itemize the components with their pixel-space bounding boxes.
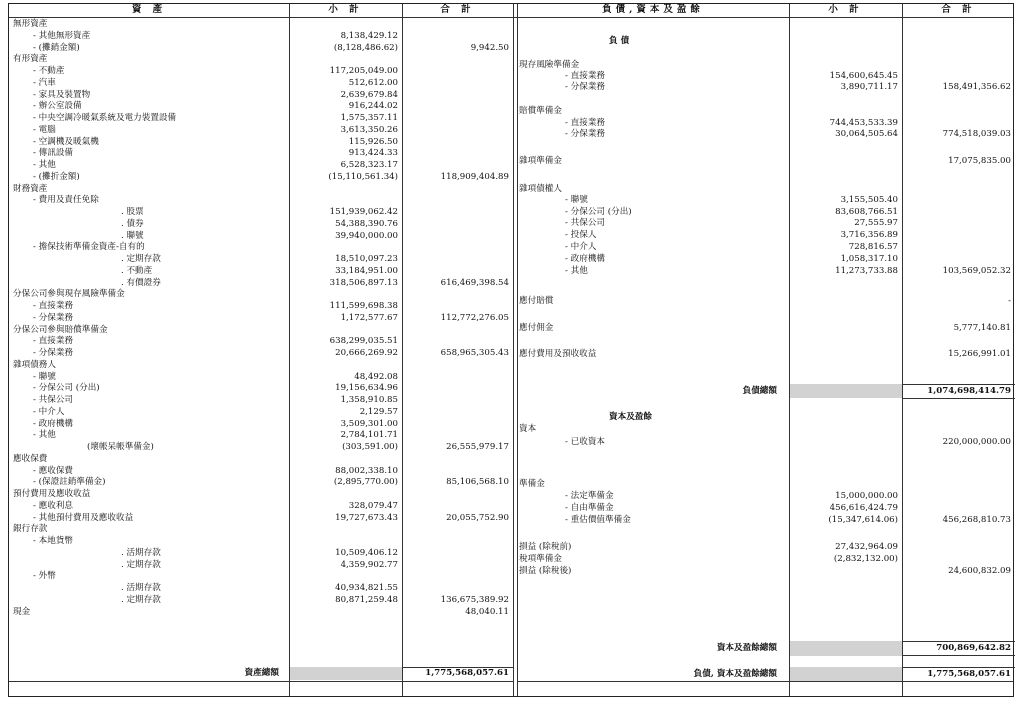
asset-row xyxy=(9,383,513,394)
asset-label: . 有價證券 xyxy=(121,277,161,288)
liability-row xyxy=(9,479,1015,490)
total-rule xyxy=(902,655,1015,656)
asset-subtotal: 39,940,000.00 xyxy=(335,230,398,241)
asset-total: 9,942.50 xyxy=(470,42,509,53)
asset-subtotal: (2,895,770.00) xyxy=(333,477,398,488)
asset-label: - 分保公司 (分出) xyxy=(33,383,100,394)
asset-row xyxy=(9,466,513,477)
asset-label: - (保證註銷準備金) xyxy=(33,477,106,488)
asset-subtotal: 3,613,350.26 xyxy=(340,124,398,135)
liability-total: - xyxy=(1008,296,1011,306)
liability-label: - 聯號 xyxy=(565,195,588,205)
asset-subtotal: (15,110,561.34) xyxy=(328,171,398,182)
asset-label: 預付費用及應收收益 xyxy=(13,489,91,499)
asset-label: - 不動產 xyxy=(33,66,65,76)
liability-subtotal: 30,064,505.64 xyxy=(835,129,898,139)
liability-total: 220,000,000.00 xyxy=(942,437,1011,447)
asset-subtotal: 115,926.50 xyxy=(348,136,398,147)
shaded-cell xyxy=(790,384,902,398)
liability-label: - 法定準備金 xyxy=(565,491,614,501)
liability-row xyxy=(9,424,1015,435)
asset-row xyxy=(9,607,513,618)
asset-label: - 其他 xyxy=(33,160,56,170)
asset-total: 118,909,404.89 xyxy=(440,171,509,182)
asset-subtotal: 2,784,101.71 xyxy=(340,430,398,441)
asset-label: - (攤折金額) xyxy=(33,171,80,182)
liability-total: 158,491,356.62 xyxy=(942,82,1011,92)
liability-label: - 自由準備金 xyxy=(565,503,614,513)
liability-subtotal: 27,555.97 xyxy=(854,218,898,228)
bottom-rule xyxy=(9,681,513,682)
grand-total-value: 1,775,568,057.61 xyxy=(927,669,1011,679)
asset-label: . 股票 xyxy=(121,207,144,217)
asset-label: 雜項債務人 xyxy=(13,359,56,370)
liability-row xyxy=(9,129,1015,140)
asset-label: - 傳訊設備 xyxy=(33,148,74,159)
liability-label: - 分保公司 (分出) xyxy=(565,207,632,217)
asset-subtotal: 638,299,035.51 xyxy=(329,336,398,347)
liability-row xyxy=(9,82,1015,93)
header-assets: 資 產 xyxy=(131,4,167,15)
asset-label: 應收保費 xyxy=(13,453,48,464)
asset-subtotal: 512,612.00 xyxy=(348,77,398,88)
asset-label: (壞帳呆帳準備金) xyxy=(87,442,154,452)
asset-label: - 分保業務 xyxy=(33,312,74,323)
asset-label: - 擔保技術準備金資產-自有的 xyxy=(33,242,145,253)
asset-subtotal: 1,575,357.11 xyxy=(340,113,398,123)
liability-row xyxy=(9,156,1015,167)
liability-label: 準備金 xyxy=(519,479,545,489)
liability-row xyxy=(9,296,1015,307)
liability-row xyxy=(9,36,1015,47)
asset-label: - 中介人 xyxy=(33,406,65,417)
asset-row xyxy=(9,336,513,347)
liability-label: - 中介人 xyxy=(565,242,597,252)
asset-total: 20,055,752.90 xyxy=(446,512,509,523)
asset-subtotal: 19,156,634.96 xyxy=(335,383,398,394)
liability-label: 資本 xyxy=(519,424,537,434)
liability-label: - 共保公司 xyxy=(565,218,606,228)
liability-label: 損益 (除稅前) xyxy=(519,542,572,552)
assets-total-value: 1,775,568,057.61 xyxy=(425,668,509,678)
liability-row xyxy=(9,230,1015,241)
asset-label: - 電腦 xyxy=(33,124,56,135)
asset-label: . 債券 xyxy=(121,218,144,229)
liability-row xyxy=(9,349,1015,360)
asset-label: . 聯號 xyxy=(121,230,144,241)
header-rule xyxy=(9,17,1013,18)
liability-subtotal: (2,832,132.00) xyxy=(833,554,898,564)
liability-row xyxy=(9,266,1015,277)
asset-label: - 汽車 xyxy=(33,77,56,88)
header-total-left: 合 計 xyxy=(440,4,475,15)
liability-label: - 政府機構 xyxy=(565,254,606,264)
asset-subtotal: 151,939,062.42 xyxy=(329,207,398,217)
asset-label: . 定期存款 xyxy=(121,594,161,605)
liability-label: - 重估價值準備金 xyxy=(565,515,631,525)
asset-label: 財務資產 xyxy=(13,183,48,194)
liability-row xyxy=(9,542,1015,553)
liability-total: 5,777,140.81 xyxy=(953,323,1011,333)
assets-total-label: 資產總額 xyxy=(244,668,279,678)
asset-label: . 活期存款 xyxy=(121,547,161,558)
asset-label: 分保公司參與現存風險準備金 xyxy=(13,289,125,300)
liability-label: 雜項債權人 xyxy=(519,184,562,194)
asset-label: 銀行存款 xyxy=(13,524,48,535)
liability-label: - 投保人 xyxy=(565,230,597,240)
asset-row xyxy=(9,372,513,383)
liability-total: 103,569,052.32 xyxy=(942,266,1011,276)
asset-row xyxy=(9,454,513,465)
asset-subtotal: 2,639,679.84 xyxy=(340,89,398,100)
asset-subtotal: 328,079.47 xyxy=(348,500,398,511)
asset-label: - 直接業務 xyxy=(33,301,74,311)
shaded-cell xyxy=(790,667,902,681)
total-rule xyxy=(902,384,1015,385)
asset-subtotal: 20,666,269.92 xyxy=(335,348,398,358)
asset-label: - 聯號 xyxy=(33,371,56,382)
asset-subtotal: 18,510,097.23 xyxy=(335,254,398,264)
liability-label: 雜項準備金 xyxy=(519,156,562,166)
asset-subtotal: (8,128,486.62) xyxy=(333,42,398,53)
liability-subtotal: 15,000,000.00 xyxy=(835,491,898,501)
liability-total: 774,518,039.03 xyxy=(942,129,1011,139)
liability-row xyxy=(9,512,1015,526)
asset-label: - 外幣 xyxy=(33,571,56,582)
liability-label: 資本及盈餘 xyxy=(609,412,652,422)
asset-label: 分保公司參與賠償準備金 xyxy=(13,324,108,335)
liability-row xyxy=(9,207,1015,218)
asset-subtotal: 3,509,301.00 xyxy=(340,418,398,429)
asset-row xyxy=(9,395,513,406)
asset-subtotal: 916,244.02 xyxy=(348,101,398,112)
asset-subtotal: 2,129.57 xyxy=(359,406,398,417)
asset-subtotal: 111,599,698.38 xyxy=(329,301,398,311)
asset-subtotal: 4,359,902.77 xyxy=(340,559,398,570)
liability-label: 應付佣金 xyxy=(519,323,554,333)
asset-total: 616,469,398.54 xyxy=(440,277,509,288)
liability-label: 賠償準備金 xyxy=(519,106,562,116)
liability-label: - 分保業務 xyxy=(565,82,606,92)
liability-row xyxy=(9,554,1015,565)
asset-subtotal: 8,138,429.12 xyxy=(340,30,398,41)
liability-total: 15,266,991.01 xyxy=(948,349,1011,359)
liability-label: 應付費用及預收收益 xyxy=(519,349,597,359)
liabilities-total-label: 負債總額 xyxy=(742,386,777,396)
asset-label: - (攤銷金額) xyxy=(33,42,80,53)
liability-total: 24,600,832.09 xyxy=(948,566,1011,576)
asset-label: - 直接業務 xyxy=(33,336,74,347)
asset-total: 112,772,276.05 xyxy=(440,312,509,323)
asset-label: - 其他預付費用及應收收益 xyxy=(33,512,134,523)
asset-label: . 活期存款 xyxy=(121,583,161,593)
capital-total-label: 資本及盈餘總額 xyxy=(716,643,777,653)
liability-label: - 已收資本 xyxy=(565,437,606,447)
asset-total: 48,040.11 xyxy=(465,606,509,617)
asset-subtotal: 10,509,406.12 xyxy=(335,547,398,558)
asset-row xyxy=(9,172,513,183)
liability-label: 稅項準備金 xyxy=(519,554,562,564)
liability-row xyxy=(9,500,1015,514)
liability-label: - 直接業務 xyxy=(565,71,606,81)
liability-row xyxy=(9,242,1015,253)
header-liabilities: 負債,資本及盈餘 xyxy=(602,4,704,15)
asset-subtotal: 40,934,821.55 xyxy=(335,583,398,593)
asset-label: . 定期存款 xyxy=(121,559,161,570)
total-rule xyxy=(902,667,1015,668)
liability-row xyxy=(9,566,1015,577)
header-total-right: 合 計 xyxy=(941,4,976,15)
asset-total: 26,555,979.17 xyxy=(446,442,509,452)
asset-subtotal: (303,591.00) xyxy=(342,442,398,452)
liability-row xyxy=(9,184,1015,195)
liability-subtotal: 3,890,711.17 xyxy=(840,82,898,92)
liability-label: 現存風險準備金 xyxy=(519,60,580,70)
asset-label: - 其他無形資產 xyxy=(33,30,91,41)
asset-label: - 應收利息 xyxy=(33,500,74,511)
total-rule xyxy=(902,398,1015,399)
asset-row xyxy=(9,19,513,30)
liability-label: - 分保業務 xyxy=(565,129,606,139)
asset-label: - 本地貨幣 xyxy=(33,536,74,546)
liability-subtotal: (15,347,614.06) xyxy=(828,515,898,525)
asset-label: 現金 xyxy=(13,606,31,617)
liability-row xyxy=(9,71,1015,82)
shaded-cell xyxy=(290,667,402,680)
liability-label: 損益 (除稅後) xyxy=(519,566,572,576)
header-subtotal-right: 小 計 xyxy=(828,4,863,15)
liability-row xyxy=(9,437,1015,448)
liability-subtotal: 3,155,505.40 xyxy=(840,195,898,205)
asset-label: . 不動產 xyxy=(121,265,153,276)
asset-subtotal: 48,492.08 xyxy=(354,371,398,382)
asset-row xyxy=(9,583,513,594)
asset-label: - 應收保費 xyxy=(33,465,74,476)
liability-row xyxy=(9,491,1015,502)
liability-subtotal: 456,616,424.79 xyxy=(829,503,898,513)
asset-label: - 其他 xyxy=(33,430,56,441)
liability-row xyxy=(9,195,1015,206)
asset-subtotal: 1,172,577.67 xyxy=(340,312,398,323)
asset-subtotal: 19,727,673.43 xyxy=(335,512,398,523)
asset-total: 658,965,305.43 xyxy=(440,348,509,358)
shaded-cell xyxy=(790,641,902,656)
asset-subtotal: 33,184,951.00 xyxy=(335,265,398,276)
liability-total: 456,268,810.73 xyxy=(942,515,1011,525)
liabilities-total-value: 1,074,698,414.79 xyxy=(927,386,1011,396)
asset-subtotal: 80,871,259.48 xyxy=(335,594,398,605)
liability-subtotal: 3,716,356.89 xyxy=(840,230,898,240)
capital-total-value: 700,869,642.82 xyxy=(936,643,1011,653)
asset-subtotal: 117,205,049.00 xyxy=(329,66,398,76)
asset-subtotal: 913,424.33 xyxy=(348,148,398,159)
liability-row xyxy=(9,412,1015,423)
liability-row xyxy=(9,218,1015,229)
liability-subtotal: 27,432,964.09 xyxy=(835,542,898,552)
asset-label: - 政府機構 xyxy=(33,418,74,429)
liability-row xyxy=(9,254,1015,265)
header-subtotal-left: 小 計 xyxy=(328,4,363,15)
liability-subtotal: 744,453,533.39 xyxy=(829,118,898,128)
bottom-rule xyxy=(517,681,1013,682)
liability-label: 應付賠償 xyxy=(519,296,554,306)
asset-label: . 定期存款 xyxy=(121,254,161,264)
liability-row xyxy=(9,323,1015,334)
liability-subtotal: 11,273,733.88 xyxy=(835,266,898,276)
asset-label: 無形資產 xyxy=(13,19,48,29)
liability-row xyxy=(9,60,1015,71)
asset-label: 有形資產 xyxy=(13,54,48,65)
asset-subtotal: 54,388,390.76 xyxy=(335,218,398,229)
liability-row xyxy=(9,118,1015,129)
asset-subtotal: 88,002,338.10 xyxy=(335,465,398,476)
asset-row xyxy=(9,360,513,371)
asset-label: - 中央空調冷暖氣系統及電力裝置設備 xyxy=(33,113,177,123)
asset-row xyxy=(9,278,513,289)
total-rule xyxy=(902,641,1015,642)
asset-row xyxy=(9,595,513,606)
liability-total: 17,075,835.00 xyxy=(948,156,1011,166)
asset-subtotal: 1,358,910.85 xyxy=(340,395,398,405)
asset-label: - 費用及責任免除 xyxy=(33,195,99,206)
liability-subtotal: 1,058,317.10 xyxy=(840,254,898,264)
balance-sheet xyxy=(8,3,1014,697)
asset-subtotal: 6,528,323.17 xyxy=(340,160,398,170)
liability-subtotal: 83,608,766.51 xyxy=(835,207,898,217)
asset-label: - 分保業務 xyxy=(33,348,74,358)
asset-label: - 辦公室設備 xyxy=(33,101,82,112)
liability-subtotal: 728,816.57 xyxy=(848,242,898,252)
asset-subtotal: 318,506,897.13 xyxy=(329,277,398,288)
liability-subtotal: 154,600,645.45 xyxy=(829,71,898,81)
liability-row xyxy=(9,106,1015,117)
liability-label: - 直接業務 xyxy=(565,118,606,128)
asset-total: 136,675,389.92 xyxy=(440,594,509,605)
asset-label: - 共保公司 xyxy=(33,395,74,405)
liability-label: - 其他 xyxy=(565,266,588,276)
asset-total: 85,106,568.10 xyxy=(446,477,509,488)
grand-total-label: 負債, 資本及盈餘總額 xyxy=(693,669,777,679)
asset-label: - 空調機及暖氣機 xyxy=(33,136,99,147)
asset-label: - 家具及裝置物 xyxy=(33,89,91,100)
liability-label: 負 債 xyxy=(609,36,630,46)
